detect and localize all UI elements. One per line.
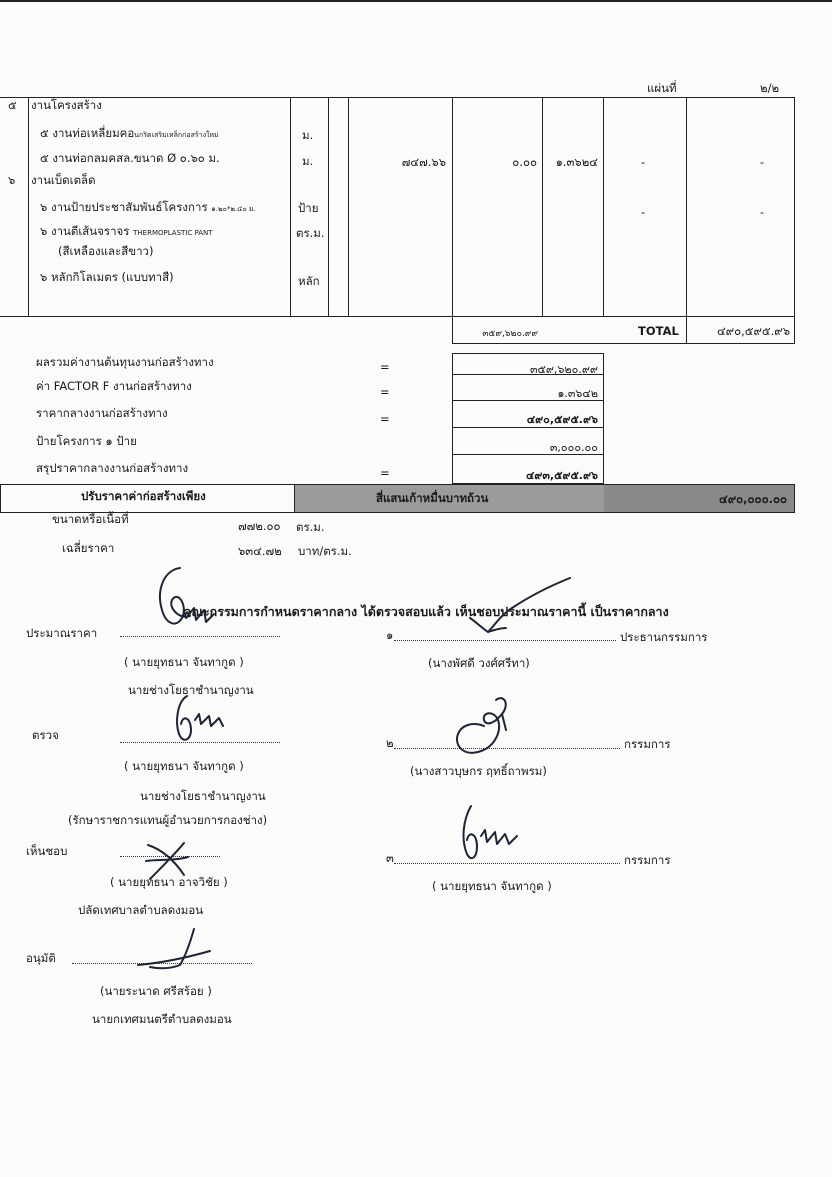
avg-unit: บาท/ตร.ม. [298, 544, 352, 558]
signer-role: อนุมัติ [26, 951, 56, 965]
row-description: งานโครงสร้าง [31, 98, 102, 112]
signer-role: ตรวจ [32, 728, 59, 742]
row-dash: - [641, 205, 646, 219]
row-description: ๖ งานตีเส้นจราจร THERMOPLASTIC PANT [40, 224, 213, 238]
row-unit: ป้าย [298, 201, 319, 215]
adjusted-price-bar [0, 484, 795, 513]
summary-value: ๑.๓๖๔๒ [557, 387, 598, 400]
table-bottom-rule [0, 316, 795, 317]
row-unit: ม. [302, 128, 314, 142]
committee-role: ประธานกรรมการ [620, 630, 708, 644]
area-unit: ตร.ม. [296, 520, 325, 534]
summary-label: ป้ายโครงการ ๑ ป้าย [36, 434, 137, 448]
area-label: ขนาดหรือเนื้อที่ [52, 512, 129, 526]
signature-committee-2 [448, 690, 528, 770]
summary-label: ค่า FACTOR F งานก่อสร้างทาง [36, 379, 192, 393]
committee-name: (นางสาวบุษกร ฤทธิ์ถาพรม) [410, 764, 547, 778]
summary-equals: = [380, 412, 390, 426]
sum-cost: ๓๕๙,๖๒๐.๙๙ [482, 329, 538, 339]
signer-position: นายช่างโยธาชำนาญงาน [128, 683, 254, 697]
summary-equals: = [380, 360, 390, 374]
row-dash: - [760, 155, 765, 169]
signature-yutthana-check [165, 690, 245, 750]
page-top-edge [0, 0, 832, 2]
row-cost: ๗๔๗.๖๖ [401, 155, 446, 169]
row-unit: หลัก [298, 274, 320, 288]
signer-position: นายกเทศมนตรีตำบลดงมอน [92, 1012, 232, 1026]
committee-name: ( นายยุทธนา จันทากูด ) [432, 879, 552, 893]
signature-yutthana-estimate [150, 560, 230, 640]
summary-value: ๓,๐๐๐.๐๐ [549, 441, 598, 454]
area-value: ๗๗๒.๐๐ [238, 519, 281, 533]
row-factor: ๑.๓๖๒๔ [555, 155, 598, 169]
signer-position: นายช่างโยธาชำนาญงาน [140, 789, 266, 803]
summary-value: ๔๙๐,๕๙๕.๙๖ [526, 413, 598, 426]
sheet-number: ๒/๒ [760, 81, 780, 95]
row-description: ๕ งานท่อกลมคสล.ขนาด Ø ๐.๖๐ ม. [40, 151, 220, 165]
committee-number: ๒ [386, 736, 394, 750]
row-number: ๖ [8, 173, 16, 187]
summary-label: ราคากลางงานก่อสร้างทาง [36, 406, 168, 420]
committee-statement: คณะกรรมการกำหนดราคากลาง ได้ตรวจสอบแล้ว เห็นชอบประมาณราคานี้ เป็นราคากลาง [183, 604, 669, 619]
row-description: ๖ หลักกิโลเมตร (แบบทาสี) [40, 270, 174, 284]
summary-value: ๔๙๓,๕๙๕.๙๖ [525, 469, 598, 482]
committee-number: ๓ [386, 851, 394, 865]
signer-role: เห็นชอบ [26, 844, 68, 858]
committee-number: ๑ [386, 628, 394, 642]
summary-label: ผลรวมค่างานต้นทุนงานก่อสร้างทาง [36, 355, 214, 369]
signer-position: ปลัดเทศบาลตำบลดงมอน [78, 903, 204, 917]
row-description: ๖ งานป้ายประชาสัมพันธ์โครงการ ๑.๒๐*๒.๔๐ ม. [40, 200, 256, 214]
avg-value: ๖๓๔.๗๒ [238, 544, 282, 558]
signer-name: ( นายยุทธนา จันทากูด ) [124, 759, 244, 773]
committee-role: กรรมการ [624, 853, 671, 867]
signature-committee-3 [455, 800, 535, 870]
row-unit: ตร.ม. [296, 226, 325, 240]
row-number: ๕ [8, 98, 17, 112]
summary-label: สรุปราคากลางงานก่อสร้างทาง [36, 461, 189, 475]
adjusted-label: ปรับราคาค่าก่อสร้างเพียง [81, 489, 206, 503]
summary-equals: = [380, 385, 390, 399]
adjusted-value: ๔๙๐,๐๐๐.๐๐ [719, 492, 787, 506]
row-dash: - [760, 205, 765, 219]
summary-equals: = [380, 466, 390, 480]
row-dash: - [641, 155, 646, 169]
signature-mayor [130, 925, 250, 975]
signature-committee-chair [460, 572, 580, 642]
row-description: (สีเหลืองและสีขาว) [58, 244, 154, 258]
row-extra: ๐.๐๐ [512, 155, 537, 169]
row-description: ๕ งานท่อเหลี่ยมคอนกริตเสริมเหล็กก่อสร้างใหม่ [40, 126, 219, 140]
total-label: TOTAL [638, 324, 679, 338]
signer-name: (นายระนาด ศรีสร้อย ) [100, 984, 212, 998]
total-value: ๔๙๐,๕๙๕.๙๖ [716, 324, 790, 338]
signer-name: ( นายยุทธนา อาจวิชัย ) [110, 875, 228, 889]
sheet-label: แผ่นที่ [647, 81, 677, 95]
total-row-rule [452, 343, 795, 344]
signature-approve [140, 835, 200, 885]
row-unit: ม. [302, 154, 314, 168]
avg-label: เฉลี่ยราคา [62, 541, 115, 555]
signer-name: ( นายยุทธนา จันทากูด ) [124, 655, 244, 669]
committee-name: (นางพัศดี วงศ์ศรีทา) [428, 656, 530, 670]
table-top-rule [0, 97, 795, 98]
row-description: งานเบ็ดเตล็ด [31, 173, 96, 187]
signer-role: ประมาณราคา [26, 626, 98, 640]
adjusted-words: สี่แสนเก้าหมื่นบาทถ้วน [376, 491, 489, 505]
summary-value: ๓๕๙,๖๒๐.๙๙ [530, 363, 598, 376]
committee-role: กรรมการ [624, 737, 671, 751]
signer-acting: (รักษาราชการแทนผู้อำนวยการกองช่าง) [68, 813, 268, 827]
